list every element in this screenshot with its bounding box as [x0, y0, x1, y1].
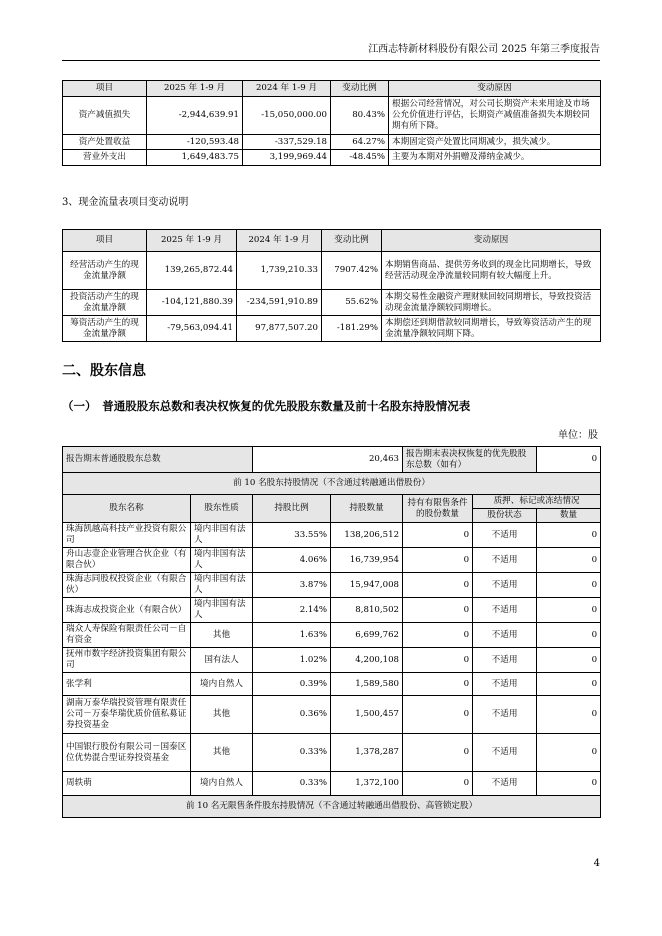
shareholder-nature: 境内自然人: [191, 772, 253, 796]
table-cell: 64.27%: [331, 135, 389, 150]
table-cell: 资产减值损失: [63, 97, 147, 135]
shareholder-ratio: 2.14%: [253, 598, 331, 623]
shareholder-ratio: 3.87%: [253, 573, 331, 598]
table-cell: 本期固定资产处置比同期减少，损失减少。: [389, 135, 601, 150]
col-header: 变动原因: [389, 81, 601, 97]
shareholder-quantity: 8,810,502: [331, 598, 403, 623]
table-row: [63, 772, 601, 796]
table-cell: -337,529.18: [243, 135, 331, 150]
table-cell: 本期交易性金融资产理财赎回较同期增长，导致投资活动现金流量净额较同期增长。: [382, 290, 601, 316]
unit-label: 单位：股: [558, 430, 598, 441]
col-header: 股东性质: [191, 495, 253, 523]
table-cell: 经营活动产生的现金流量净额: [63, 252, 147, 290]
restricted-shares: 0: [403, 648, 473, 673]
restricted-shares: 0: [403, 696, 473, 734]
table-cell: -120,593.48: [147, 135, 243, 150]
shareholder-quantity: 1,500,457: [331, 696, 403, 734]
col-header: 持股比例: [253, 495, 331, 523]
pledge-count: 0: [537, 598, 601, 623]
income-change-table: [62, 80, 601, 166]
shareholder-name: 抚州市数字经济投资集团有限公司: [63, 648, 191, 673]
pledge-status: 不适用: [473, 523, 537, 548]
table-row: [63, 316, 601, 342]
shareholder-ratio: 33.55%: [253, 523, 331, 548]
shareholder-nature: 其他: [191, 696, 253, 734]
table-cell: 55.62%: [322, 290, 382, 316]
preferred-holders-value: 0: [537, 447, 601, 473]
table-row: [63, 673, 601, 696]
col-header: 持有有限售条件的股份数量: [403, 495, 473, 523]
header-divider: [62, 60, 600, 61]
shareholder-ratio: 0.33%: [253, 734, 331, 772]
unrestricted-title: 前 10 名无限售条件股东持股情况（不含通过转融通出借股份、高管锁定股）: [63, 796, 601, 818]
shareholder-quantity: 15,947,008: [331, 573, 403, 598]
restricted-shares: 0: [403, 548, 473, 573]
pledge-count: 0: [537, 648, 601, 673]
table-row: [63, 252, 601, 290]
pledge-status: 不适用: [473, 696, 537, 734]
table-cell: 80.43%: [331, 97, 389, 135]
shareholder-name: 珠海志同股权投资企业（有限合伙）: [63, 573, 191, 598]
shareholder-quantity: 138,206,512: [331, 523, 403, 548]
shareholder-name: 舟山志壹企业管理合伙企业（有限合伙）: [63, 548, 191, 573]
col-header: 质押、标记或冻结情况: [473, 495, 601, 509]
table-cell: 3,199,969.44: [243, 150, 331, 166]
shareholder-nature: 国有法人: [191, 648, 253, 673]
cashflow-change-table: [62, 229, 601, 342]
col-header: 2025 年 1-9 月: [147, 230, 237, 252]
col-header: 变动比例: [322, 230, 382, 252]
table-row: [63, 648, 601, 673]
table-cell: 1,739,210.33: [237, 252, 322, 290]
shareholder-ratio: 0.33%: [253, 772, 331, 796]
shareholder-ratio: 1.02%: [253, 648, 331, 673]
table-cell: 本期偿还到期借款较同期增长，导致筹资活动产生的现金流量净额较同期下降。: [382, 316, 601, 342]
shareholder-name: 珠海志成投资企业（有限合伙）: [63, 598, 191, 623]
table-cell: 营业外支出: [63, 150, 147, 166]
col-header: 2024 年 1-9 月: [243, 81, 331, 97]
restricted-shares: 0: [403, 598, 473, 623]
table-cell: -181.29%: [322, 316, 382, 342]
pledge-count: 0: [537, 772, 601, 796]
col-header: 2024 年 1-9 月: [237, 230, 322, 252]
top10-title: 前 10 名股东持股情况（不含通过转融通出借股份）: [63, 473, 601, 495]
pledge-count: 0: [537, 734, 601, 772]
table-cell: 根据公司经营情况，对公司长期资产未来用途及市场公允价值进行评估，长期资产减值准备损失本期较同期有所下降。: [389, 97, 601, 135]
shareholder-name: 瑞众人寿保险有限责任公司－自有资金: [63, 623, 191, 648]
pledge-count: 0: [537, 696, 601, 734]
pledge-status: 不适用: [473, 623, 537, 648]
shareholder-quantity: 1,378,287: [331, 734, 403, 772]
table-cell: -15,050,000.00: [243, 97, 331, 135]
shareholder-quantity: 4,200,108: [331, 648, 403, 673]
table-row: [63, 150, 601, 166]
col-header: 股东名称: [63, 495, 191, 523]
table-cell: 筹资活动产生的现金流量净额: [63, 316, 147, 342]
table-row: [63, 97, 601, 135]
pledge-count: 0: [537, 623, 601, 648]
shareholder-ratio: 1.63%: [253, 623, 331, 648]
table-row: [63, 290, 601, 316]
shareholder-name: 湖南万泰华瑞投资管理有限责任公司－万泰华瑞优质价值私募证券投资基金: [63, 696, 191, 734]
table-row: [63, 598, 601, 623]
table-cell: 97,877,507.20: [237, 316, 322, 342]
shareholder-table: [62, 446, 601, 818]
shareholder-quantity: 1,589,580: [331, 673, 403, 696]
pledge-count: 0: [537, 673, 601, 696]
table-cell: -79,563,094.41: [147, 316, 237, 342]
shareholder-quantity: 6,699,762: [331, 623, 403, 648]
restricted-shares: 0: [403, 573, 473, 598]
pledge-count: 0: [537, 573, 601, 598]
shareholder-nature: 其他: [191, 623, 253, 648]
total-holders-label: 报告期末普通股股东总数: [63, 447, 253, 473]
table-cell: -234,591,910.89: [237, 290, 322, 316]
table-cell: 资产处置收益: [63, 135, 147, 150]
table-cell: -2,944,639.91: [147, 97, 243, 135]
table-cell: 7907.42%: [322, 252, 382, 290]
section-3-title: 3、现金流量表项目变动说明: [62, 197, 189, 208]
shareholder-nature: 境内非国有法人: [191, 573, 253, 598]
shareholder-quantity: 1,372,100: [331, 772, 403, 796]
table-cell: 本期销售商品、提供劳务收到的现金比同期增长，导致经营活动现金净流量较同期有较大幅度上升。: [382, 252, 601, 290]
section-2-heading: 二、股东信息: [62, 363, 146, 379]
shareholder-quantity: 16,739,954: [331, 548, 403, 573]
col-header: 数量: [537, 509, 601, 523]
shareholder-name: 中国银行股份有限公司－国泰区位优势混合型证券投资基金: [63, 734, 191, 772]
pledge-status: 不适用: [473, 648, 537, 673]
table-row: [63, 523, 601, 548]
pledge-status: 不适用: [473, 673, 537, 696]
table-cell: 1,649,483.75: [147, 150, 243, 166]
table-row: [63, 573, 601, 598]
pledge-status: 不适用: [473, 734, 537, 772]
shareholder-name: 周轶萌: [63, 772, 191, 796]
table-row: [63, 734, 601, 772]
shareholder-name: 珠海凯越高科技产业投资有限公司: [63, 523, 191, 548]
shareholder-ratio: 0.36%: [253, 696, 331, 734]
pledge-status: 不适用: [473, 548, 537, 573]
col-header: 股份状态: [473, 509, 537, 523]
shareholder-ratio: 4.06%: [253, 548, 331, 573]
restricted-shares: 0: [403, 772, 473, 796]
table-cell: 投资活动产生的现金流量净额: [63, 290, 147, 316]
pledge-count: 0: [537, 523, 601, 548]
total-holders-value: 20,463: [253, 447, 403, 473]
subsection-heading: （一） 普通股股东总数和表决权恢复的优先股股东数量及前十名股东持股情况表: [62, 399, 471, 413]
col-header: 项目: [63, 81, 147, 97]
shareholder-nature: 境内非国有法人: [191, 523, 253, 548]
table-row: [63, 623, 601, 648]
table-row: [63, 696, 601, 734]
col-header: 2025 年 1-9 月: [147, 81, 243, 97]
restricted-shares: 0: [403, 623, 473, 648]
col-header: 持股数量: [331, 495, 403, 523]
col-header: 变动比例: [331, 81, 389, 97]
page-number: 4: [593, 858, 600, 869]
table-cell: 139,265,872.44: [147, 252, 237, 290]
restricted-shares: 0: [403, 673, 473, 696]
restricted-shares: 0: [403, 523, 473, 548]
shareholder-nature: 境内非国有法人: [191, 548, 253, 573]
table-cell: -48.45%: [331, 150, 389, 166]
restricted-shares: 0: [403, 734, 473, 772]
shareholder-nature: 其他: [191, 734, 253, 772]
table-row: [63, 135, 601, 150]
shareholder-nature: 境内自然人: [191, 673, 253, 696]
shareholder-name: 张学利: [63, 673, 191, 696]
table-row: [63, 548, 601, 573]
col-header: 变动原因: [382, 230, 601, 252]
page-header: 江西志特新材料股份有限公司 2025 年第三季度报告: [368, 44, 600, 55]
table-cell: -104,121,880.39: [147, 290, 237, 316]
table-cell: 主要为本期对外捐赠及滞纳金减少。: [389, 150, 601, 166]
pledge-status: 不适用: [473, 573, 537, 598]
pledge-status: 不适用: [473, 598, 537, 623]
col-header: 项目: [63, 230, 147, 252]
pledge-status: 不适用: [473, 772, 537, 796]
shareholder-ratio: 0.39%: [253, 673, 331, 696]
preferred-holders-label: 报告期末表决权恢复的优先股股东总数（如有）: [403, 447, 537, 473]
shareholder-nature: 境内非国有法人: [191, 598, 253, 623]
pledge-count: 0: [537, 548, 601, 573]
